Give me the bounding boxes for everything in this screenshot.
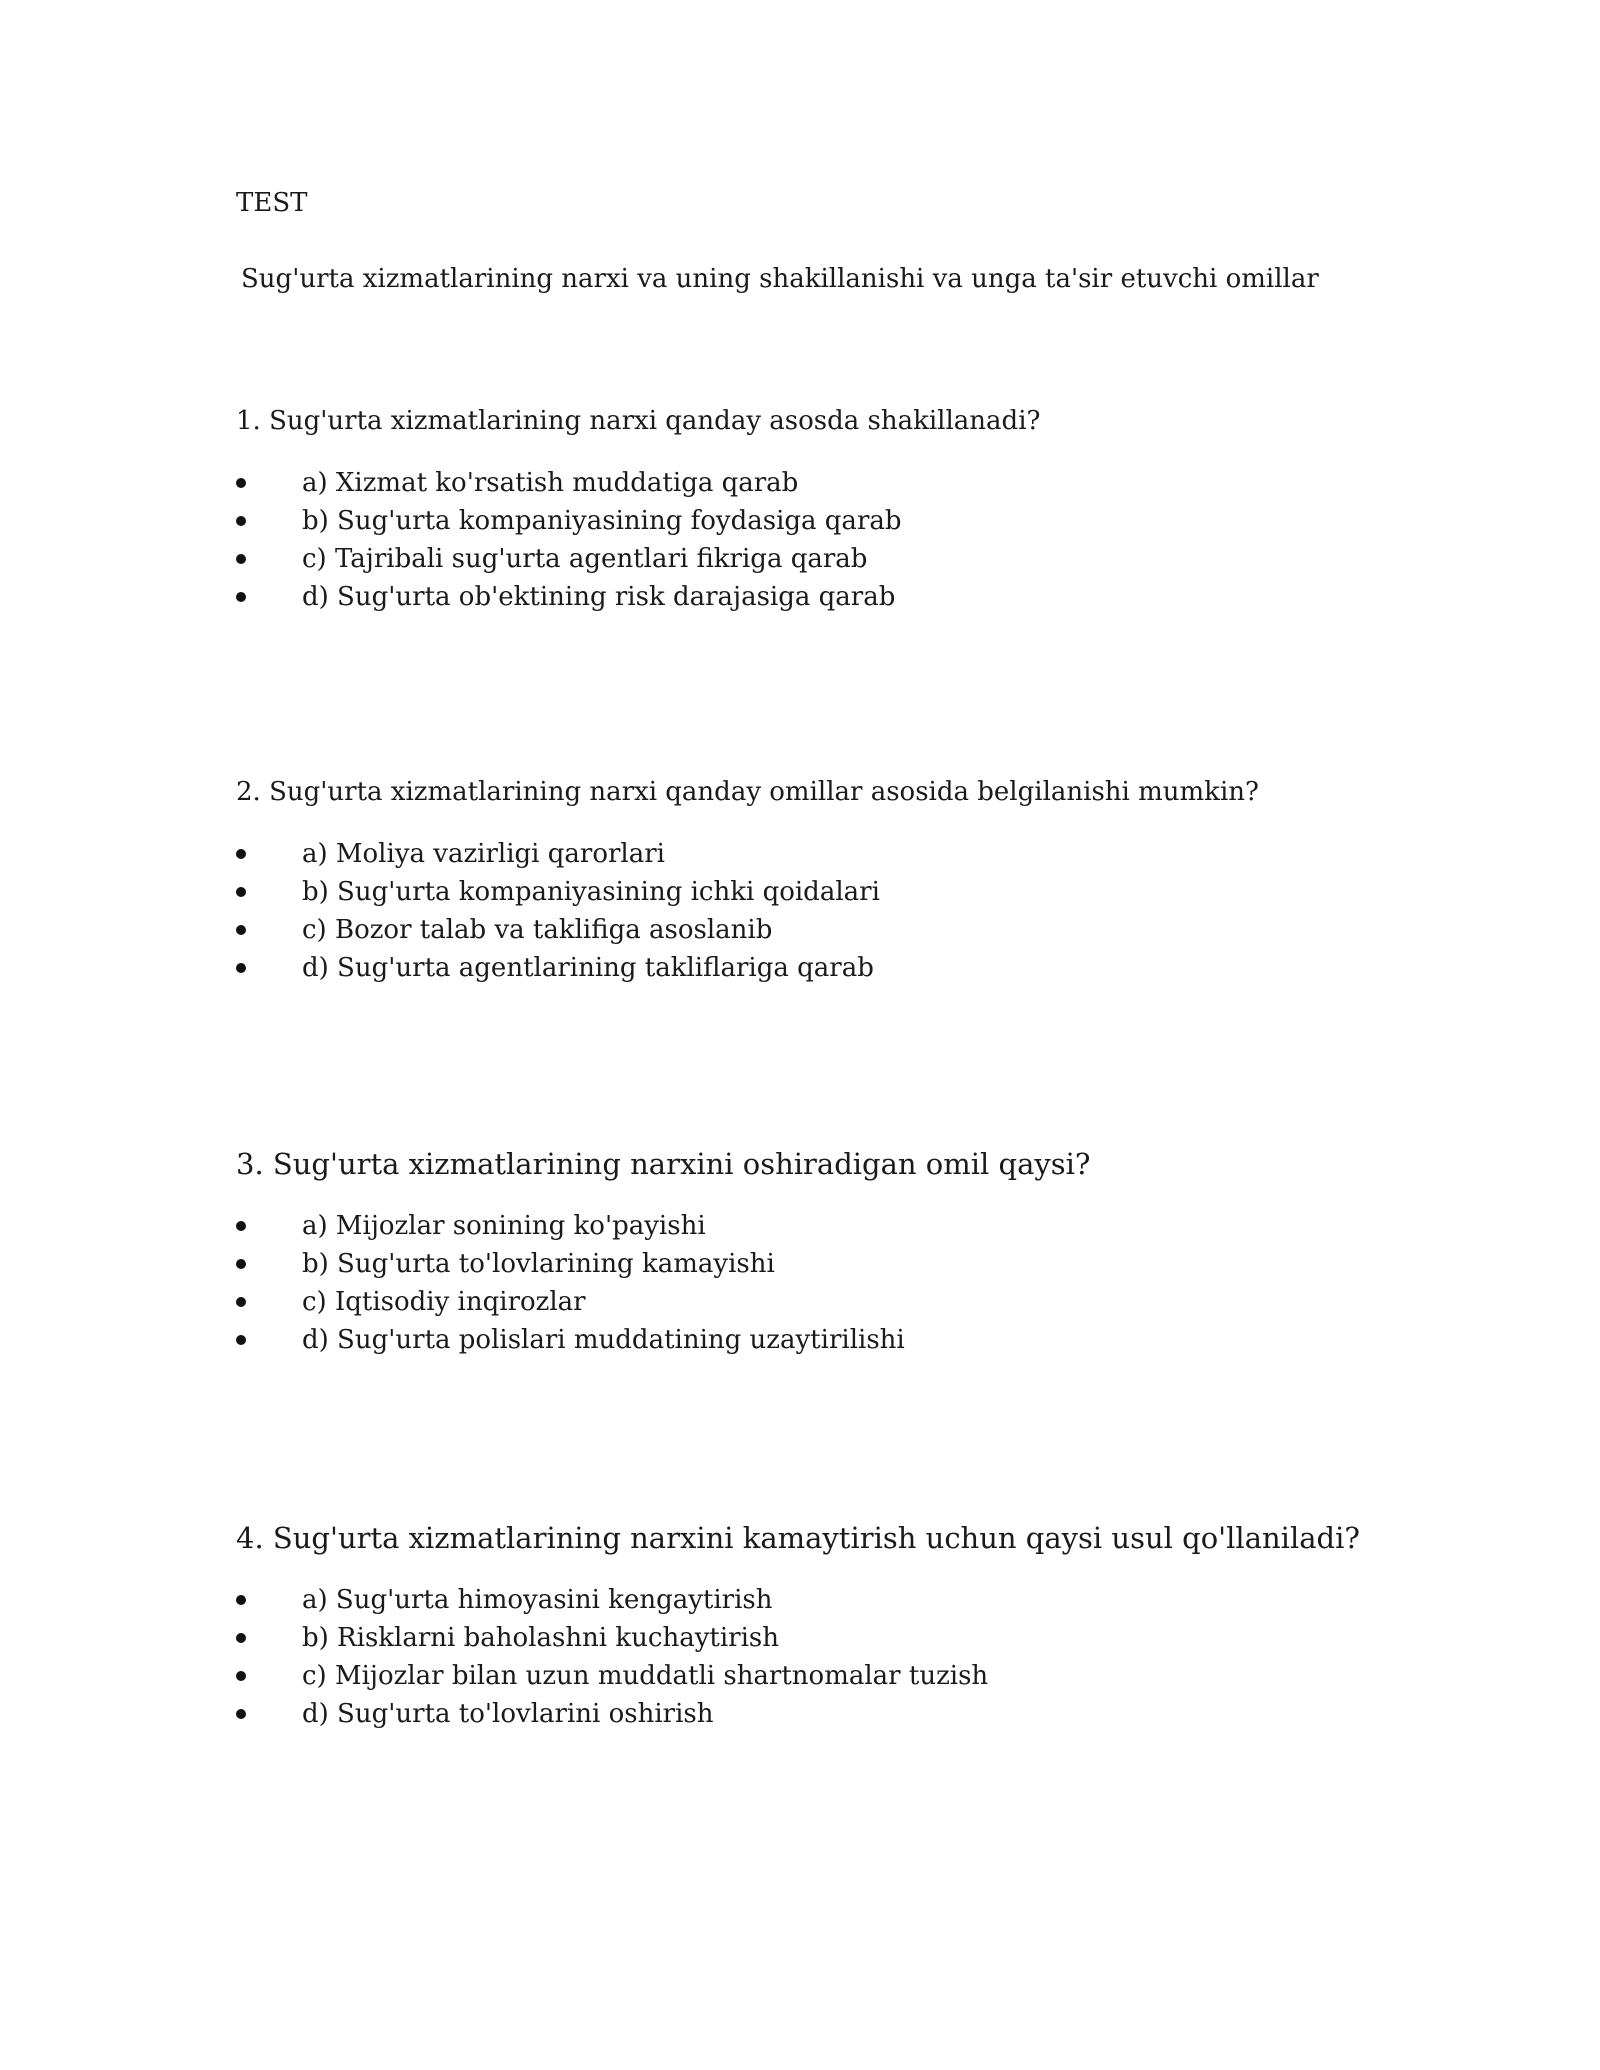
bullet-icon [236, 1221, 246, 1231]
question-4-options [236, 1581, 1536, 1733]
option-2a [236, 835, 1536, 873]
bullet-icon [236, 1633, 246, 1643]
bullet-icon [236, 1671, 246, 1681]
question-1-text: 1. Sug'urta xizmatlarining narxi qanday asosda shakillanadi? [236, 406, 1041, 436]
question-2 [236, 775, 1536, 987]
bullet-icon [236, 1595, 246, 1605]
question-3-text: 3. Sug'urta xizmatlarining narxini oshiradigan omil qaysi? [236, 1147, 1091, 1181]
bullet-icon [236, 963, 246, 973]
bullet-icon [236, 1709, 246, 1719]
option-2b [236, 873, 1536, 911]
option-3c [236, 1283, 1536, 1321]
bullet-icon [236, 1297, 246, 1307]
question-4-text: 4. Sug'urta xizmatlarining narxini kamaytirish uchun qaysi usul qo'llaniladi? [236, 1521, 1360, 1555]
document-subtitle: Sug'urta xizmatlarining narxi va uning shakillanishi va unga ta'sir etuvchi omillar [241, 264, 1319, 294]
option-text: a) Sug'urta himoyasini kengaytirish [302, 1585, 773, 1615]
option-text: a) Mijozlar sonining ko'payishi [302, 1211, 706, 1241]
option-2d [236, 949, 1536, 987]
bullet-icon [236, 592, 246, 602]
option-3b [236, 1245, 1536, 1283]
option-3d [236, 1321, 1536, 1359]
option-text: d) Sug'urta polislari muddatining uzaytirilishi [302, 1325, 905, 1355]
option-4a [236, 1581, 1536, 1619]
option-4c [236, 1657, 1536, 1695]
option-3a [236, 1207, 1536, 1245]
option-4b [236, 1619, 1536, 1657]
question-4 [236, 1521, 1536, 1733]
question-2-options [236, 835, 1536, 987]
bullet-icon [236, 554, 246, 564]
bullet-icon [236, 1259, 246, 1269]
option-1c [236, 540, 1536, 578]
option-1b [236, 502, 1536, 540]
question-3-options [236, 1207, 1536, 1359]
option-text: b) Sug'urta kompaniyasining foydasiga qarab [302, 506, 902, 536]
question-3 [236, 1147, 1536, 1359]
bullet-icon [236, 925, 246, 935]
document-title: TEST [236, 188, 308, 218]
option-text: d) Sug'urta to'lovlarini oshirish [302, 1699, 714, 1729]
bullet-icon [236, 516, 246, 526]
bullet-icon [236, 1335, 246, 1345]
question-2-text: 2. Sug'urta xizmatlarining narxi qanday omillar asosida belgilanishi mumkin? [236, 777, 1259, 807]
bullet-icon [236, 849, 246, 859]
option-text: b) Sug'urta to'lovlarining kamayishi [302, 1249, 775, 1279]
option-text: c) Mijozlar bilan uzun muddatli shartnomalar tuzish [302, 1661, 989, 1691]
question-1 [236, 404, 1536, 616]
option-text: b) Sug'urta kompaniyasining ichki qoidalari [302, 877, 880, 907]
option-text: c) Iqtisodiy inqirozlar [302, 1287, 586, 1317]
option-2c [236, 911, 1536, 949]
option-text: a) Xizmat ko'rsatish muddatiga qarab [302, 468, 799, 498]
option-text: b) Risklarni baholashni kuchaytirish [302, 1623, 779, 1653]
bullet-icon [236, 887, 246, 897]
question-1-options [236, 464, 1536, 616]
option-text: a) Moliya vazirligi qarorlari [302, 839, 665, 869]
option-1d [236, 578, 1536, 616]
option-text: c) Bozor talab va taklifiga asoslanib [302, 915, 773, 945]
option-text: d) Sug'urta ob'ektining risk darajasiga qarab [302, 582, 896, 612]
option-text: d) Sug'urta agentlarining takliflariga qarab [302, 953, 874, 983]
option-4d [236, 1695, 1536, 1733]
option-1a [236, 464, 1536, 502]
option-text: c) Tajribali sug'urta agentlari fikriga qarab [302, 544, 868, 574]
bullet-icon [236, 478, 246, 488]
